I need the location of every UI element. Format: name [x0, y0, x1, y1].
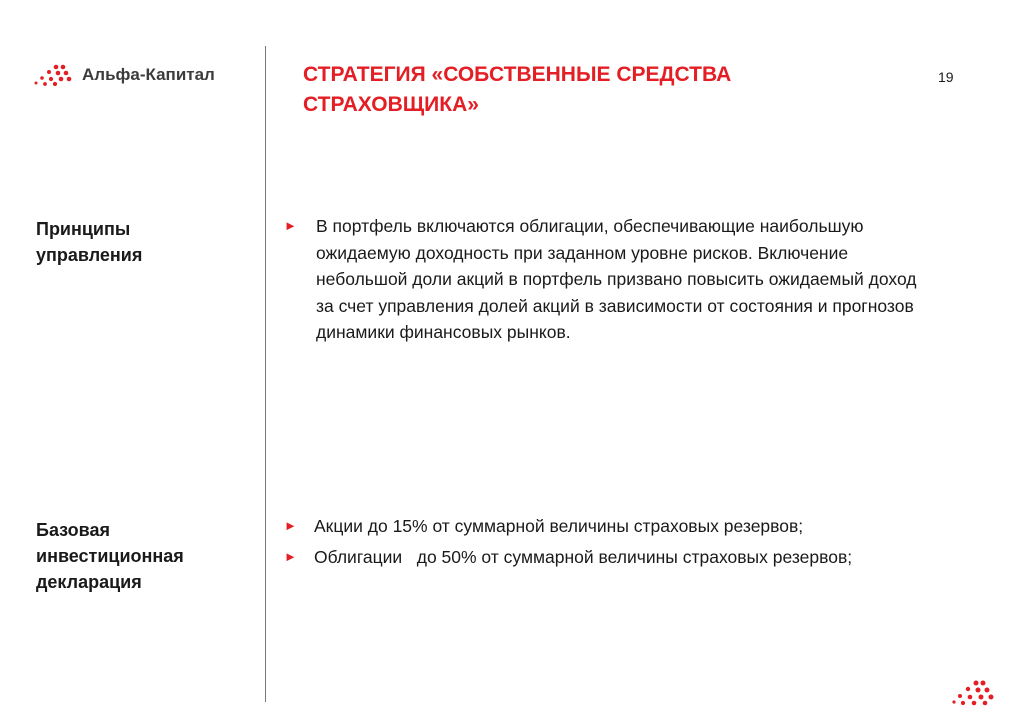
slide-title: СТРАТЕГИЯ «СОБСТВЕННЫЕ СРЕДСТВА СТРАХОВЩИКА»	[303, 63, 732, 116]
bullet-arrow-icon: ►	[284, 548, 297, 564]
bullet-arrow-icon: ►	[284, 218, 297, 233]
bullet-text: Акции до 15% от суммарной величины страховых резервов;	[314, 516, 804, 536]
vertical-divider	[265, 46, 266, 702]
list-item	[284, 213, 934, 346]
bullet-list-principles	[284, 213, 934, 350]
list-item	[284, 544, 934, 571]
section-label-principles: Принципы управления	[36, 219, 143, 265]
section-label-declaration: Базовая инвестиционная декларация	[36, 520, 184, 592]
page-number: 19	[938, 69, 954, 85]
brand-name: Альфа-Капитал	[82, 65, 215, 84]
brand-logo	[34, 64, 215, 86]
bullet-text: Облигации до 50% от суммарной величины страховых резервов;	[314, 546, 853, 567]
bullet-text: В портфель включаются облигации, обеспечивающие наибольшую ожидаемую доходность при заданном уровне рисков. Включение небольшой доли акций в портфель призвано повысить ожидаемый доход за счет управления долей акций в зависимости от состояния и прогнозов динамики финансовых рынков.	[316, 216, 917, 342]
bullet-list-declaration	[284, 513, 934, 574]
alfa-dots-corner-icon	[952, 680, 996, 706]
list-item	[284, 513, 934, 540]
bullet-arrow-icon: ►	[284, 518, 297, 533]
alfa-dots-icon	[34, 64, 74, 86]
